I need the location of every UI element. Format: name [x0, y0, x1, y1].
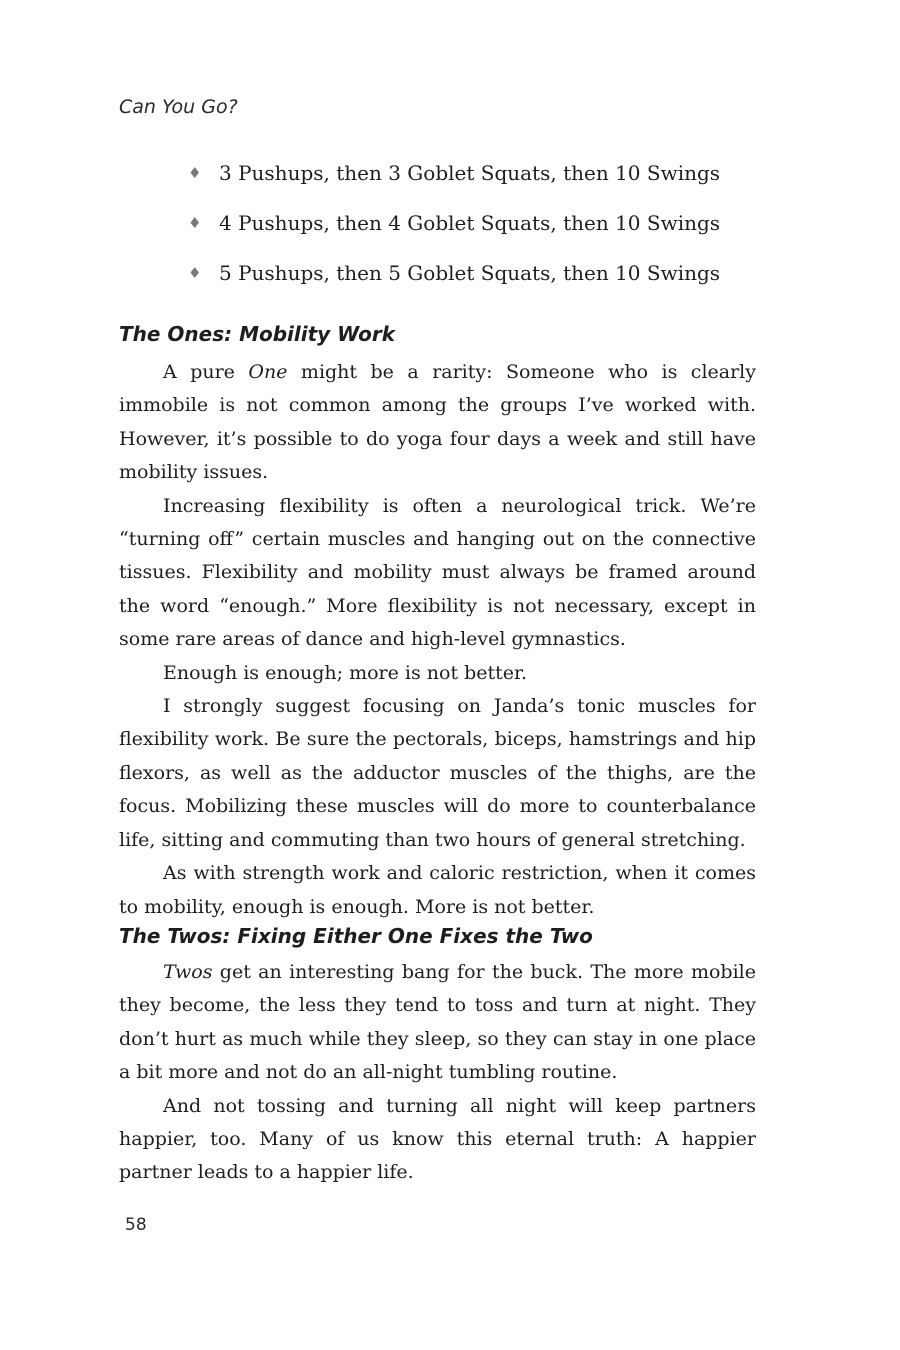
paragraph [119, 356, 756, 490]
paragraph: I strongly suggest focusing on Janda’s tonic muscles for flexibility work. Be sure the pectorals, biceps, hamstrings and hip flexors, as well as the adductor muscles of the thighs, are the focus. Mobilizing these muscles will do more to counterbalance life, sitting and commuting than two hours of general stretching. [119, 695, 756, 851]
diamond-bullet-icon: ♦ [188, 164, 202, 182]
paragraph: And not tossing and turning all night will keep partners happier, too. Many of us know this eternal truth: A happier partner leads to a happier life. [119, 1094, 756, 1184]
section-body-ones [119, 356, 756, 924]
paragraph: As with strength work and caloric restriction, when it comes to mobility, enough is enough. More is not better. [119, 862, 756, 918]
paragraph-text: might be a rarity: Someone who is clearly immobile is not common among the groups I’ve worked with. However, it’s possible to do yoga four days a week and still have mobility issues. [119, 361, 756, 484]
list-item-text: 5 Pushups, then 5 Goblet Squats, then 10 Swings [219, 261, 721, 285]
page-number: 58 [125, 1215, 147, 1235]
diamond-bullet-icon: ♦ [188, 264, 202, 282]
list-item [188, 256, 720, 290]
paragraph: Enough is enough; more is not better. [163, 661, 528, 684]
section-body-twos [119, 956, 756, 1190]
emphasis-text: Twos [163, 961, 213, 983]
workout-list [188, 156, 720, 306]
running-head: Can You Go? [119, 96, 238, 118]
section-heading-twos: The Twos: Fixing Either One Fixes the Two [119, 924, 593, 948]
paragraph: Increasing flexibility is often a neurological trick. We’re “turning off” certain muscles and hanging out on the connective tissues. Flexibility and mobility must always be framed around the word “enough.” More flexibility is not necessary, except in some rare areas of dance and high-level gymnastics. [119, 494, 756, 651]
list-item-text: 4 Pushups, then 4 Goblet Squats, then 10 Swings [219, 211, 721, 235]
paragraph-text: A pure [163, 361, 249, 383]
paragraph [119, 956, 756, 1090]
paragraph-text: get an interesting bang for the buck. The more mobile they become, the less they tend to toss and turn at night. They don’t hurt as much while they sleep, so they can stay in one place a bit more and not do an all-night tumbling routine. [119, 961, 756, 1084]
diamond-bullet-icon: ♦ [188, 214, 202, 232]
list-item-text: 3 Pushups, then 3 Goblet Squats, then 10 Swings [219, 161, 721, 185]
list-item [188, 206, 720, 240]
emphasis-text: One [248, 361, 288, 383]
list-item [188, 156, 720, 190]
section-heading-ones: The Ones: Mobility Work [119, 322, 396, 346]
